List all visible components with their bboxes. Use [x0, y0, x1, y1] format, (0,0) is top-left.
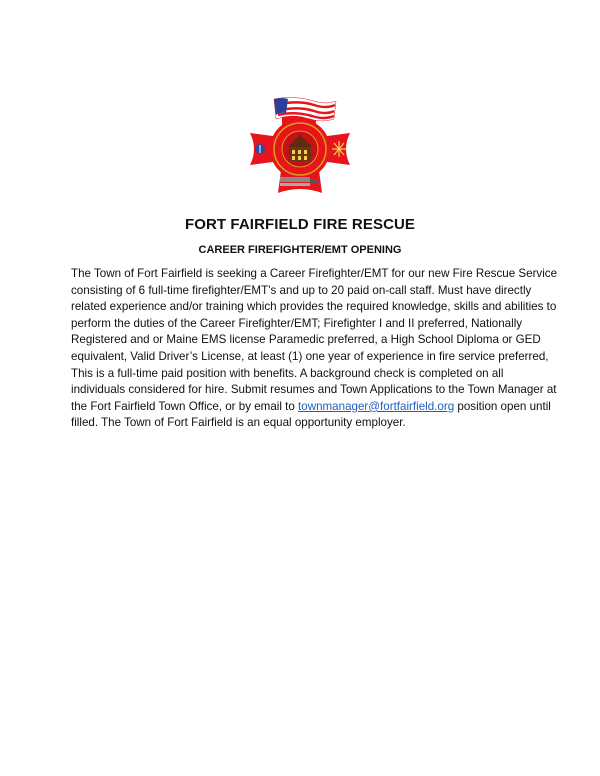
- star-of-life-icon: [255, 144, 265, 154]
- page-title: FORT FAIRFIELD FIRE RESCUE: [184, 216, 416, 233]
- job-description-paragraph: [71, 266, 571, 432]
- paragraph-line: related experience and/or training which provides the required knowledge, skills and abilities to: [71, 300, 557, 314]
- maltese-cross-icon: [244, 93, 356, 203]
- email-line-suffix: position open until: [454, 399, 551, 413]
- email-link[interactable]: townmanager@fortfairfield.org: [298, 399, 455, 413]
- paragraph-line: perform the duties of the Career Firefighter/EMT; Firefighter I and II preferred, Nationally: [71, 316, 523, 330]
- paragraph-line: Registered and or Maine EMS license Paramedic preferred, a High School Diploma or GED: [71, 333, 541, 347]
- paragraph-line: This is a full-time paid position with benefits. A background check is completed on all: [71, 366, 504, 380]
- paragraph-line: filled. The Town of Fort Fairfield is an equal opportunity employer.: [71, 416, 406, 430]
- fire-rescue-emblem-logo: [244, 93, 356, 203]
- paragraph-line: equivalent, Valid Driver’s License, at least (1) one year of experience in fire service preferred,: [71, 349, 549, 363]
- paragraph-line: individuals considered for hire. Submit resumes and Town Applications to the Town Manager at: [71, 383, 557, 397]
- job-opening-subtitle: CAREER FIREFIGHTER/EMT OPENING: [198, 244, 402, 256]
- sunburst-icon: [332, 141, 346, 157]
- paragraph-line: consisting of 6 full-time firefighter/EMT’s and up to 20 paid on-call staff. Must have directly: [71, 283, 532, 297]
- email-line-prefix: the Fort Fairfield Town Office, or by email to: [71, 399, 299, 413]
- paragraph-line-email: [71, 399, 571, 416]
- paragraph-line: The Town of Fort Fairfield is seeking a Career Firefighter/EMT for our new Fire Rescue Service: [71, 267, 558, 280]
